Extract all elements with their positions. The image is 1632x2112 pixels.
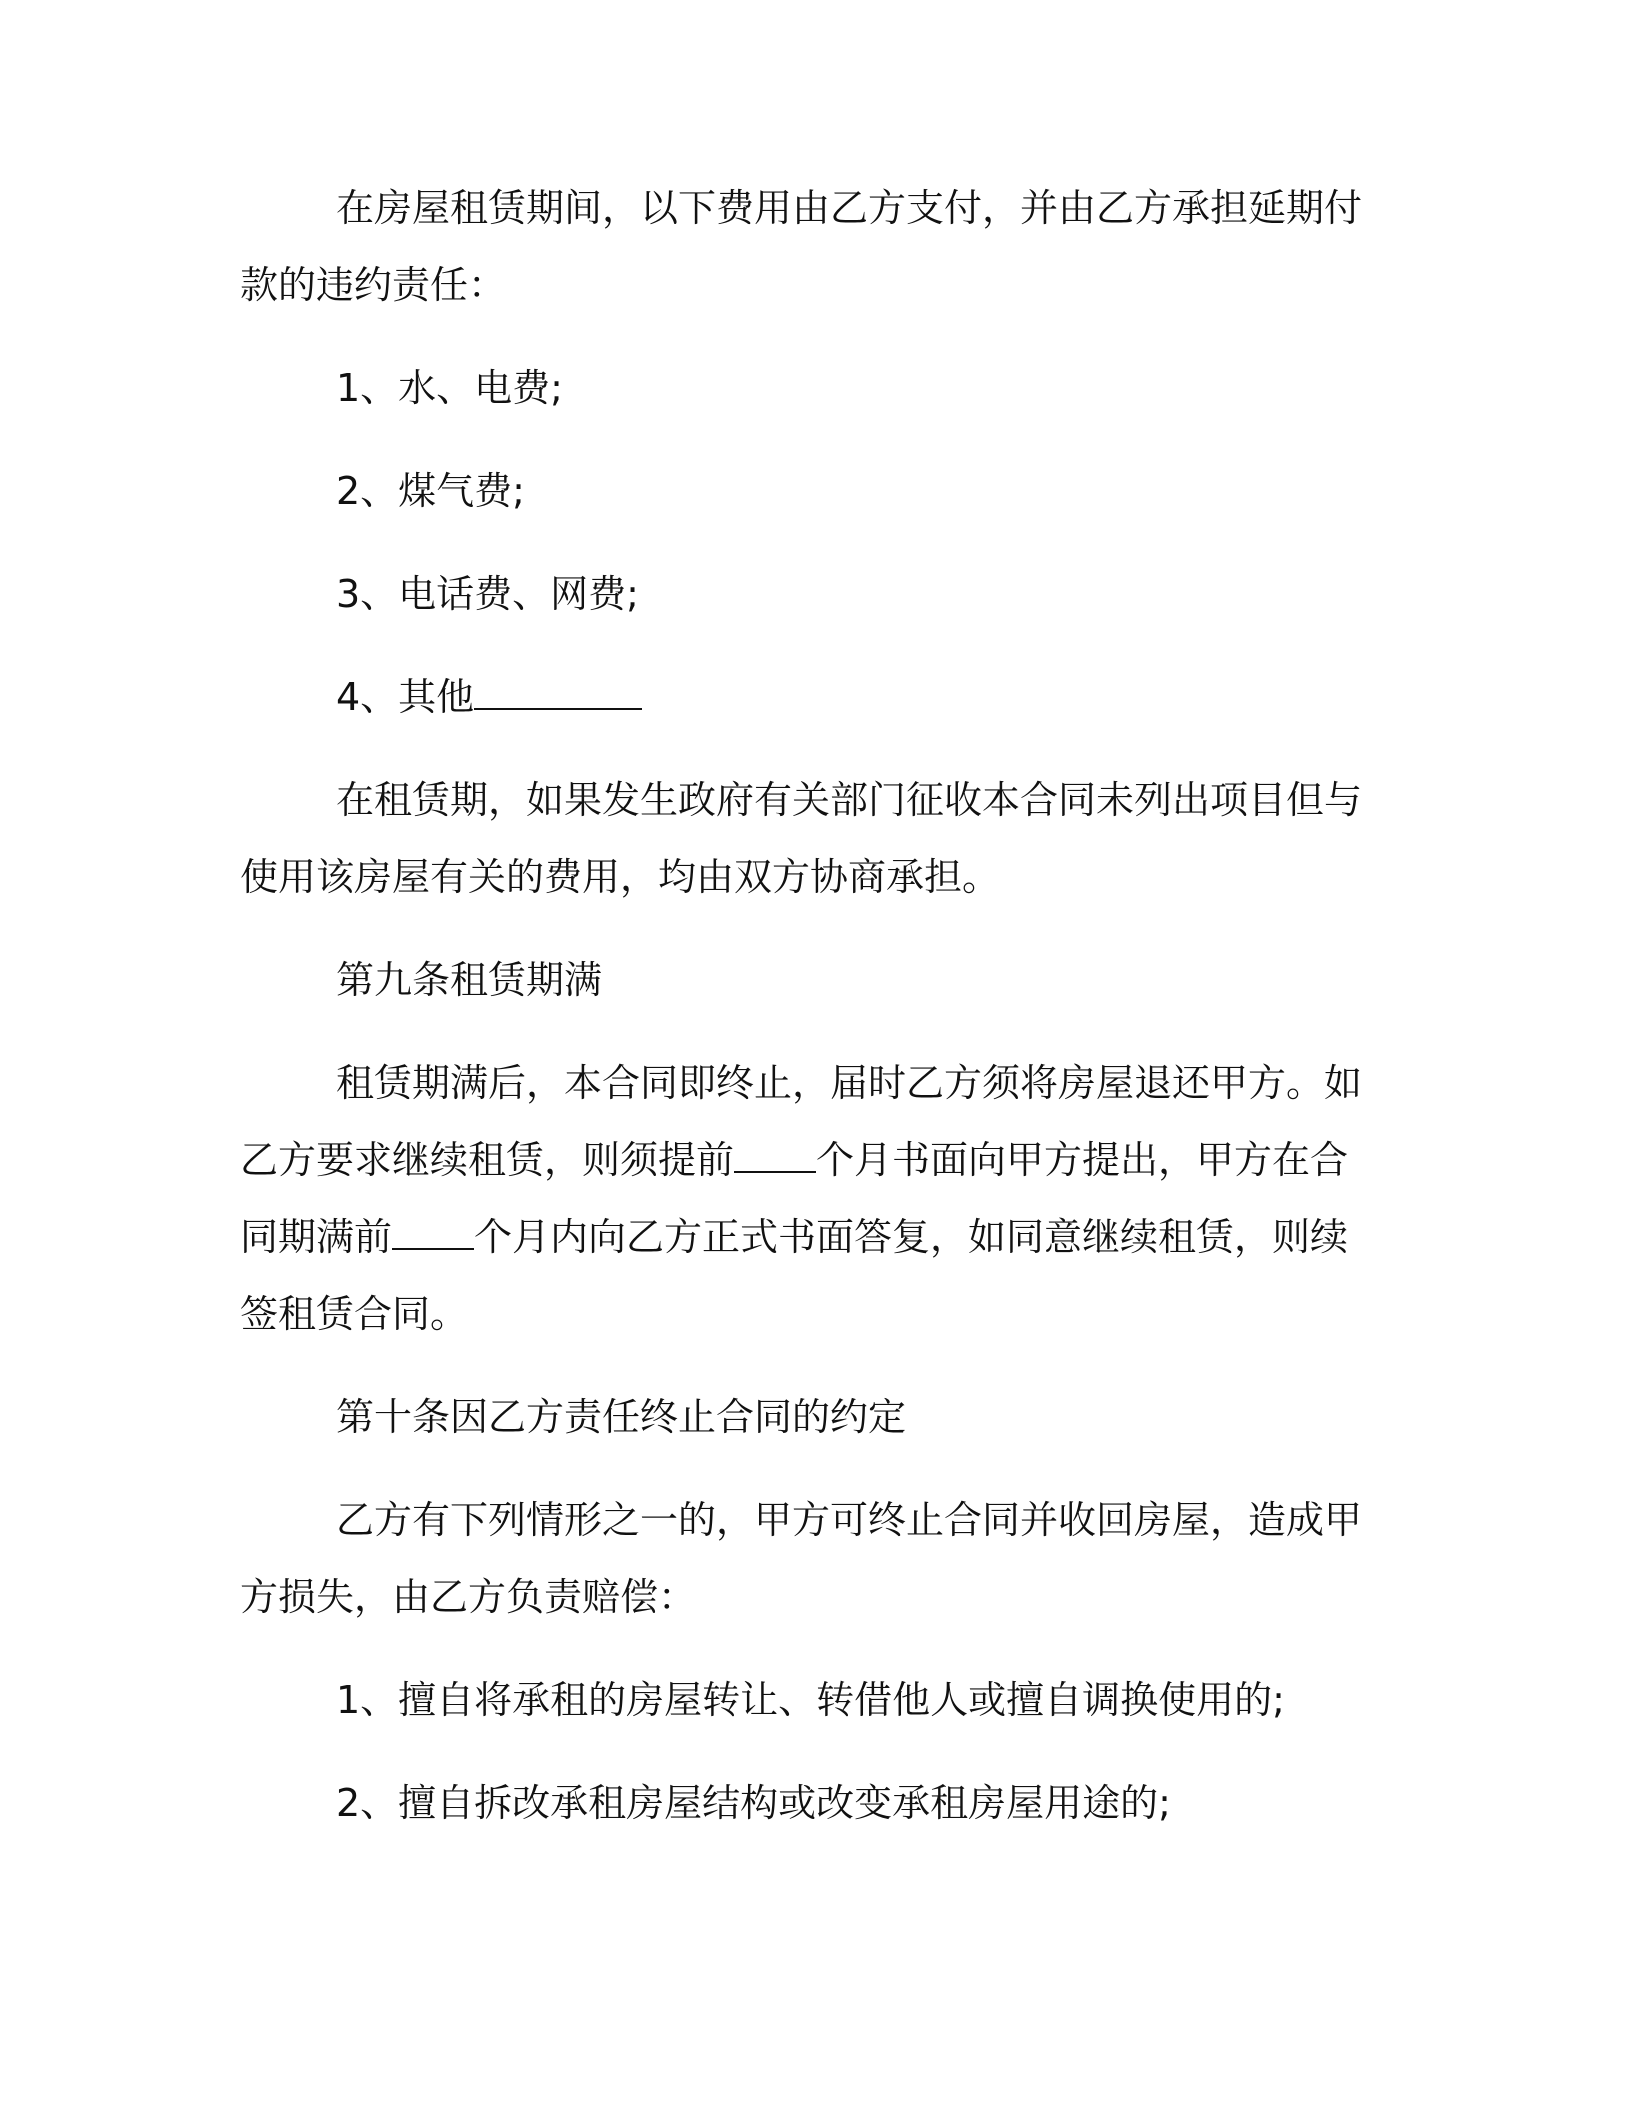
section-heading-article-10: 第十条因乙方责任终止合同的约定 bbox=[336, 1395, 907, 1439]
lease-expiry-text-2: 个月书面向甲方提出，甲方在合同期满前 bbox=[240, 1138, 1349, 1259]
lease-expiry-text-1: 租赁期满后，本合同即终止，届时乙方须将房屋退还甲方。如乙方要求继续租赁，则须提前 bbox=[240, 1061, 1363, 1182]
fill-in-blank-months-reply bbox=[392, 1216, 474, 1250]
document-body bbox=[240, 170, 1385, 1842]
paragraph-fees-intro: 在房屋租赁期间，以下费用由乙方支付，并由乙方承担延期付款的违约责任： bbox=[240, 186, 1363, 307]
list-item-sublet: 1、擅自将承租的房屋转让、转借他人或擅自调换使用的; bbox=[336, 1678, 1285, 1722]
fill-in-blank-other bbox=[474, 676, 642, 710]
paragraph-lease-expiry bbox=[240, 1045, 1385, 1353]
lease-expiry-text-3: 个月内向乙方正式书面答复，如同意继续租赁，则续签租赁合同。 bbox=[240, 1215, 1349, 1336]
list-item-alter-structure: 2、擅自拆改承租房屋结构或改变承租房屋用途的; bbox=[336, 1781, 1171, 1825]
list-item-phone-internet: 3、电话费、网费; bbox=[336, 572, 639, 616]
list-item-water-electricity: 1、水、电费; bbox=[336, 366, 563, 410]
list-item-gas: 2、煤气费; bbox=[336, 469, 525, 513]
paragraph-government-fees: 在租赁期，如果发生政府有关部门征收本合同未列出项目但与使用该房屋有关的费用，均由双方协商承担。 bbox=[240, 778, 1363, 899]
list-item-other-label: 4、其他 bbox=[336, 675, 475, 719]
section-heading-article-9: 第九条租赁期满 bbox=[336, 958, 603, 1002]
fill-in-blank-months-advance bbox=[734, 1139, 816, 1173]
list-item-other bbox=[240, 659, 1385, 736]
paragraph-termination-conditions: 乙方有下列情形之一的，甲方可终止合同并收回房屋，造成甲方损失，由乙方负责赔偿： bbox=[240, 1498, 1363, 1619]
